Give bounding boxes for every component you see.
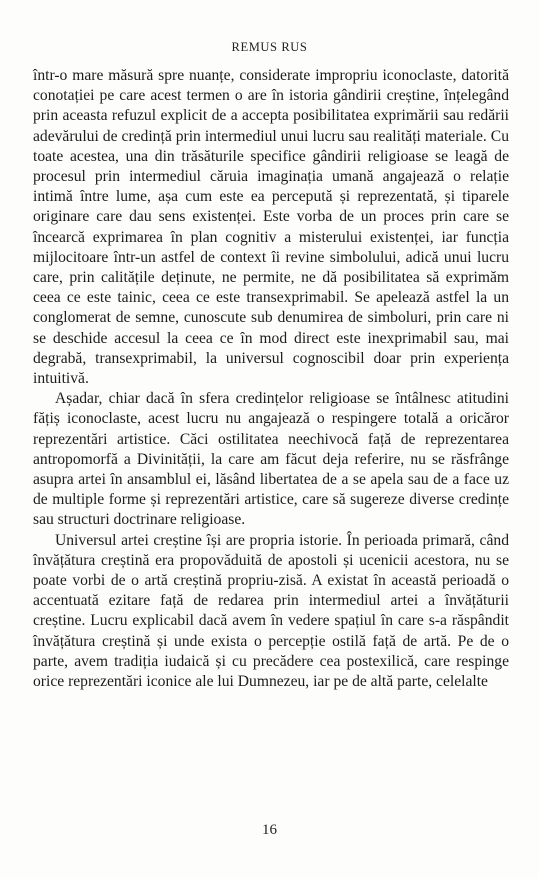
running-head: REMUS RUS	[231, 40, 308, 54]
paragraph-1: într-o mare măsură spre nuanțe, considerate impropriu iconoclaste, datorită conotației pe care acest termen o are în istoria gândirii creștine, înțelegând prin aceasta refuzul explicit de a accepta posibilitatea exprimării sau redării adevărului de credință prin intermediul unui lucru sau realități materiale. Cu toate acestea, una din trăsăturile specifice gândirii religioase se leagă de procesul prin intermediul căruia imaginația umană angajează o relație intimă între lume, așa cum este ea percepută și reprezentată, și tiparele originare care dau sens existenței. Este vorba de un proces prin care se încearcă exprimarea în plan cognitiv a misterului existenței, iar funcția mijlocitoare într-un astfel de context îi revine simbolului, adică unui lucru care, prin calitățile deținute, ne permite, ne dă posibilitatea să exprimăm ceea ce este tainic, ceea ce este transexprimabil. Se apelează astfel la un conglomerat de semne, cunoscute sub denumirea de simboluri, prin care ni se deschide accesul la ceea ce în mod direct este inexprimabil sau, mai degrabă, transexprimabil, la universul cognoscibil doar prin experiența intuitivă.	[33, 67, 509, 388]
paragraph-3: Universul artei creștine își are propria istorie. În perioada primară, când învățătura creștină era propovăduită de apostoli și ucenicii acestora, nu se poate vorbi de o artă creștină propriu-zisă. A existat în această perioadă o accentuată ezitare față de redarea prin intermediul artei a învățăturii creștine. Lucru explicabil dacă avem în vedere spațiul în care s-a răspândit învățătura creștină și unde exista o percepție ostilă față de artă. Pe de o parte, avem tradiția iudaică și cu precădere cea postexilică, care respinge orice reprezentări iconice ale lui Dumnezeu, iar pe de altă parte, celelalte	[33, 531, 509, 691]
page-number: 16	[262, 822, 277, 838]
body-text	[33, 66, 509, 692]
paragraph-2: Așadar, chiar dacă în sfera credințelor religioase se întâlnesc atitudini fățiș iconoclaste, acest lucru nu angajează o respingere totală a oricăror reprezentări artistice. Căci ostilitatea neechivocă față de reprezentarea antropomorfă a Divinității, la care am făcut deja referire, nu se răsfrânge asupra artei în ansamblul ei, lăsând libertatea de a se apela sau de a face uz de multiple forme și reprezentări artistice, care să sugereze diverse credințe sau structuri doctrinare religioase.	[33, 390, 509, 529]
